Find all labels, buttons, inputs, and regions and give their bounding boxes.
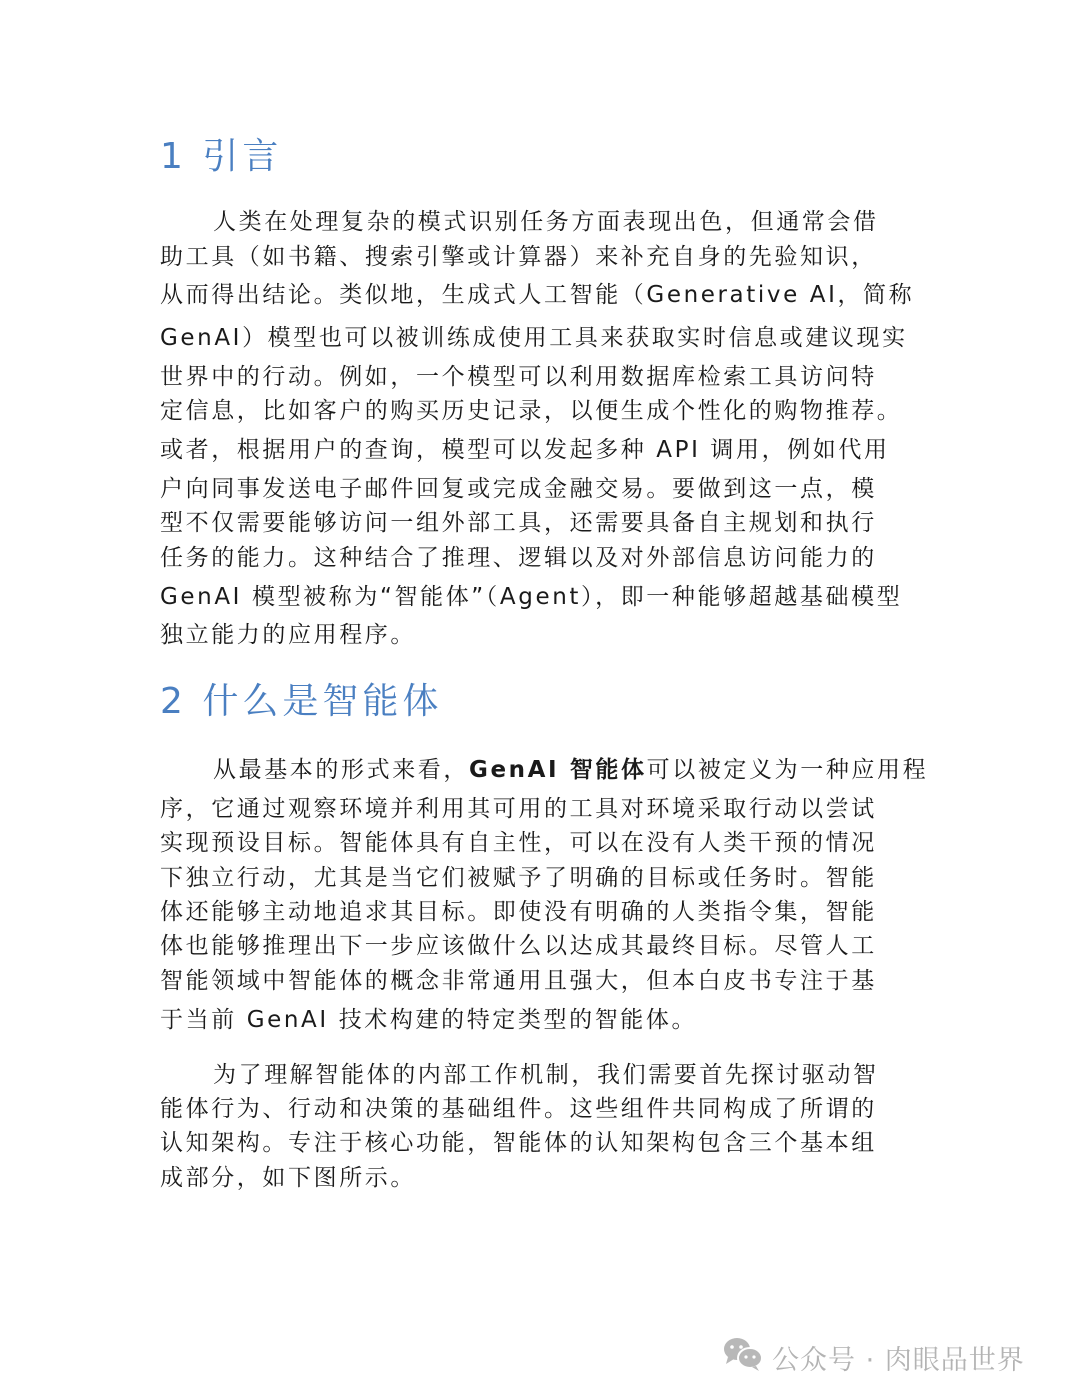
text-line: 智能领域中智能体的概念非常通用且强大，但本白皮书专注于基 — [160, 968, 877, 994]
text-line: 能体行为、行动和决策的基础组件。这些组件共同构成了所谓的 — [160, 1096, 877, 1122]
wechat-icon — [722, 1336, 764, 1379]
heading-introduction: 1 引言 — [160, 136, 283, 177]
watermark-text: 公众号 · 肉眼品世界 — [772, 1345, 1025, 1376]
text-line: 序，它通过观察环境并利用其可用的工具对环境采取行动以尝试 — [160, 796, 877, 822]
text-line: 从而得出结论。类似地，生成式人工智能（Generative AI，简称 — [160, 282, 915, 308]
text-segment: 从最基本的形式来看， — [213, 757, 469, 783]
text-line: 人类在处理复杂的模式识别任务方面表现出色，但通常会借 — [213, 209, 879, 235]
watermark — [722, 1336, 1025, 1379]
text-line: 体也能够推理出下一步应该做什么以达成其最终目标。尽管人工 — [160, 933, 877, 959]
text-line: 户向同事发送电子邮件回复或完成金融交易。要做到这一点，模 — [160, 476, 877, 502]
text-line: 为了理解智能体的内部工作机制，我们需要首先探讨驱动智 — [213, 1062, 879, 1088]
text-segment: 可以被定义为一种应用程 — [646, 757, 929, 783]
text-line: 世界中的行动。例如，一个模型可以利用数据库检索工具访问特 — [160, 364, 877, 390]
text-line: 成部分，如下图所示。 — [160, 1165, 416, 1191]
text-line: 任务的能力。这种结合了推理、逻辑以及对外部信息访问能力的 — [160, 545, 877, 571]
text-line: 或者，根据用户的查询，模型可以发起多种 API 调用，例如代用 — [160, 437, 890, 463]
text-line — [213, 755, 928, 785]
text-line: 于当前 GenAI 技术构建的特定类型的智能体。 — [160, 1007, 698, 1033]
text-line: 体还能够主动地追求其目标。即使没有明确的人类指令集，智能 — [160, 899, 877, 925]
text-line: 型不仅需要能够访问一组外部工具，还需要具备自主规划和执行 — [160, 510, 877, 536]
text-line: 定信息，比如客户的购买历史记录，以便生成个性化的购物推荐。 — [160, 398, 903, 424]
text-line: 独立能力的应用程序。 — [160, 622, 416, 648]
text-line: 认知架构。专注于核心功能，智能体的认知架构包含三个基本组 — [160, 1130, 877, 1156]
text-line: 助工具（如书籍、搜索引擎或计算器）来补充自身的先验知识， — [160, 244, 877, 270]
text-line: 下独立行动，尤其是当它们被赋予了明确的目标或任务时。智能 — [160, 865, 877, 891]
text-line: 实现预设目标。智能体具有自主性，可以在没有人类干预的情况 — [160, 830, 877, 856]
text-line: GenAI）模型也可以被训练成使用工具来获取实时信息或建议现实 — [160, 325, 908, 351]
bold-term: GenAI 智能体 — [469, 757, 647, 783]
heading-what-is-agent: 2 什么是智能体 — [160, 681, 443, 722]
text-line: GenAI 模型被称为“智能体”（Agent），即一种能够超越基础模型 — [160, 584, 903, 610]
